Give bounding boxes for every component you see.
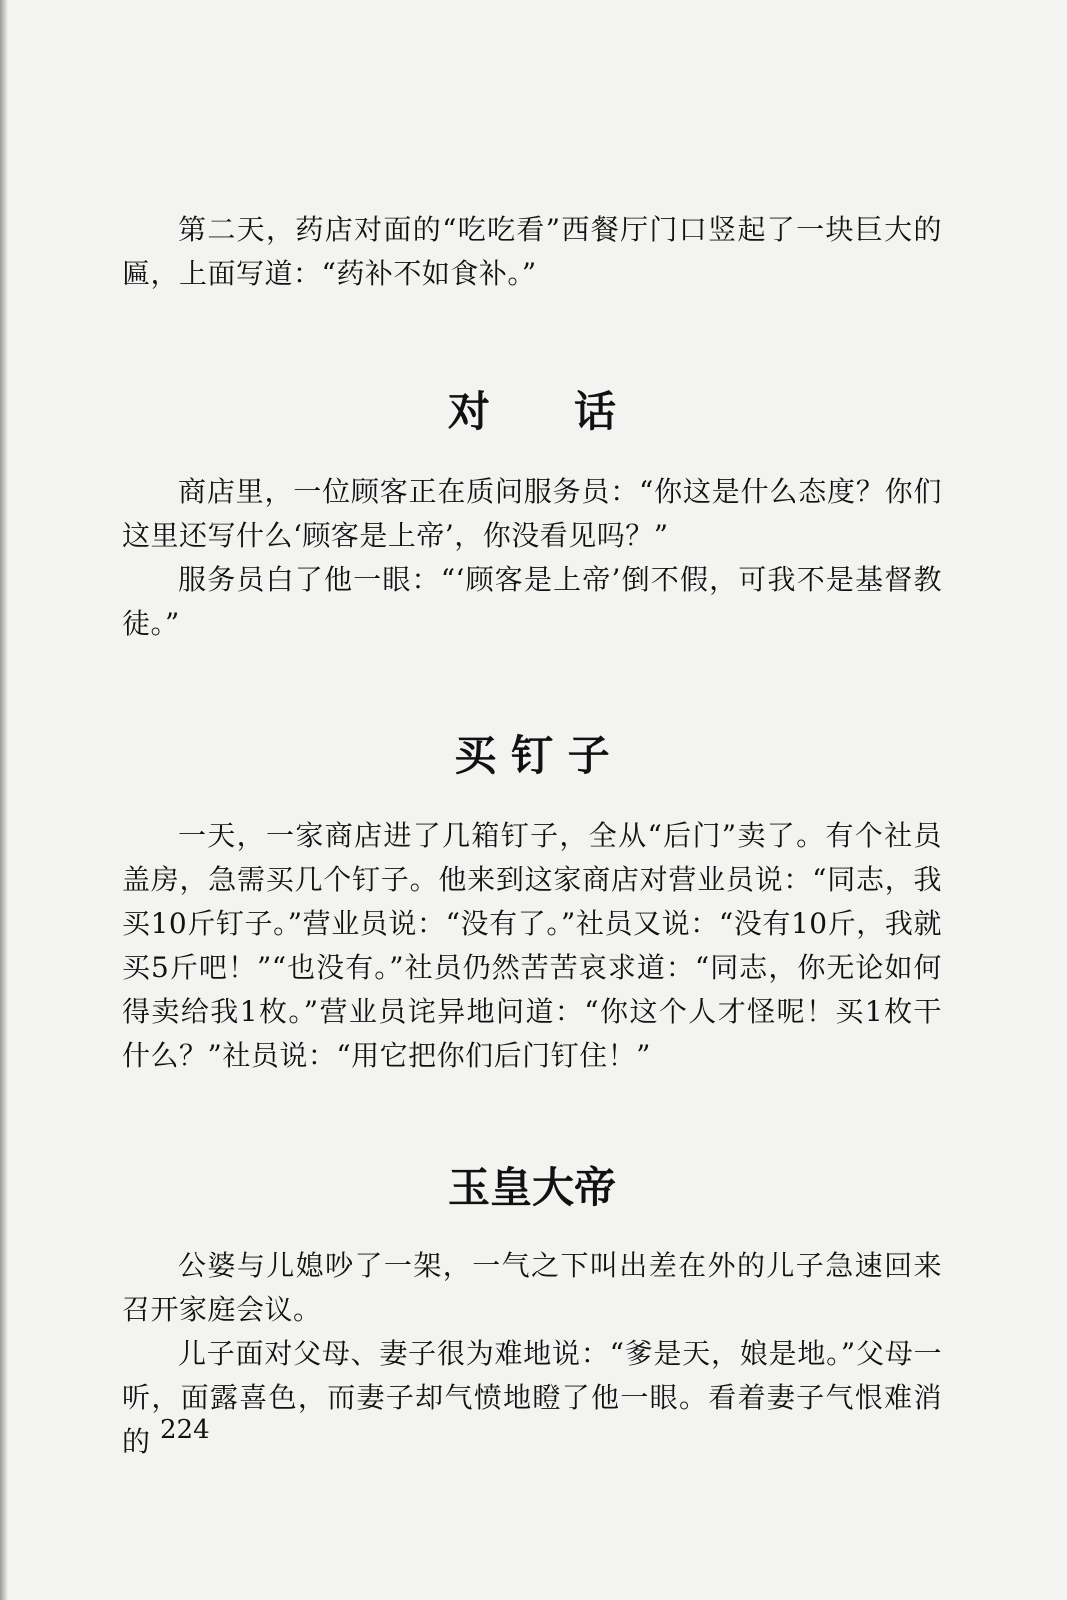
paragraph: 第二天，药店对面的“吃吃看”西餐厅门口竖起了一块巨大的匾，上面写道：“药补不如食补。” [122, 213, 942, 290]
paragraph: 儿子面对父母、妻子很为难地说：“爹是天，娘是地。”父母一听，面露喜色，而妻子却气愤地瞪了他一眼。看着妻子气恨难消的 [122, 1337, 942, 1458]
section-heading-jade-emperor: 玉皇大帝 [447, 1163, 616, 1212]
section-body-dialogue [122, 470, 942, 646]
paragraph: 一天，一家商店进了几箱钉子，全从“后门”卖了。有个社员盖房，急需买几个钉子。他来到这家商店对营业员说：“同志，我买10斤钉子。”营业员说：“没有了。”社员又说：“没有10斤，我就买5斤吧！”“也没有。”社员仍然苦苦哀求道：“同志，你无论如何得卖给我1枚。”营业员诧异地问道：“你这个人才怪呢！买1枚干什么？”社员说：“用它把你们后门钉住！” [122, 819, 942, 1072]
section-body-jade-emperor [122, 1244, 942, 1464]
continuation-text [122, 208, 942, 296]
page-edge-shadow [0, 0, 8, 1600]
paragraph: 商店里，一位顾客正在质问服务员：“你这是什么态度？你们这里还写什么‘顾客是上帝’，你没看见吗？” [122, 475, 942, 552]
paragraph: 公婆与儿媳吵了一架，一气之下叫出差在外的儿子急速回来召开家庭会议。 [122, 1249, 942, 1326]
section-heading-dialogue: 对 话 [447, 387, 616, 436]
paragraph: 服务员白了他一眼：“‘顾客是上帝’倒不假，可我不是基督教徒。” [122, 563, 942, 640]
page-number: 224 [160, 1415, 210, 1445]
section-body-buy-nails [122, 814, 942, 1078]
section-heading-buy-nails: 买 钉 子 [454, 731, 610, 780]
